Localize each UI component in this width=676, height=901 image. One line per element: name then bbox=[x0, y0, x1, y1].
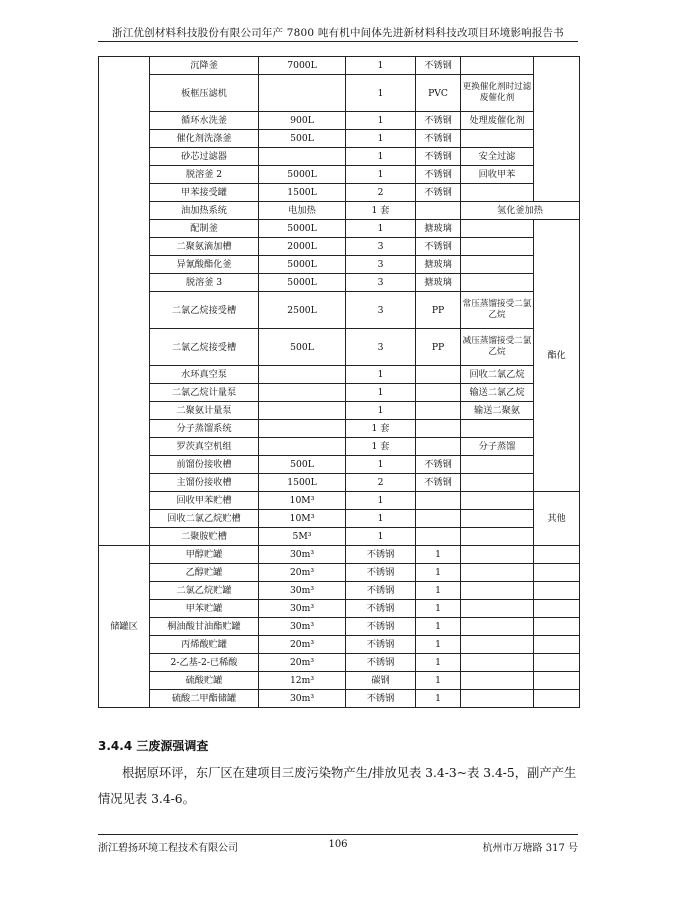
table-row bbox=[99, 510, 580, 528]
footer-rule bbox=[98, 834, 578, 835]
equipment-note bbox=[461, 456, 534, 474]
storage-empty bbox=[534, 636, 580, 654]
equipment-name: 沉降釜 bbox=[150, 57, 259, 75]
equipment-name: 罗茨真空机组 bbox=[150, 438, 259, 456]
equipment-qty: 1 bbox=[346, 510, 416, 528]
equipment-qty: 1 bbox=[346, 130, 416, 148]
equipment-qty: 1 bbox=[346, 57, 416, 75]
storage-material: 不锈钢 bbox=[346, 618, 416, 636]
equipment-name: 催化剂洗涤釜 bbox=[150, 130, 259, 148]
equipment-spec: 1500L bbox=[259, 184, 346, 202]
storage-empty bbox=[534, 546, 580, 564]
table-row bbox=[99, 654, 580, 672]
table-row bbox=[99, 384, 580, 402]
storage-spec: 20m³ bbox=[259, 636, 346, 654]
equipment-spec bbox=[259, 384, 346, 402]
equipment-spec: 5000L bbox=[259, 256, 346, 274]
storage-name: 2-乙基-2-已稀酸 bbox=[150, 654, 259, 672]
equipment-qty: 1 bbox=[346, 112, 416, 130]
equipment-qty: 3 bbox=[346, 256, 416, 274]
equipment-material bbox=[416, 384, 461, 402]
storage-material: 碳钢 bbox=[346, 672, 416, 690]
footer-address: 杭州市万塘路 317 号 bbox=[482, 843, 578, 854]
equipment-name: 脱溶釜 3 bbox=[150, 274, 259, 292]
equipment-material: 搪玻璃 bbox=[416, 220, 461, 238]
equipment-spec: 900L bbox=[259, 112, 346, 130]
storage-spec: 20m³ bbox=[259, 654, 346, 672]
equipment-material: 搪玻璃 bbox=[416, 274, 461, 292]
equipment-qty: 1 套 bbox=[346, 202, 416, 220]
storage-material: 不锈钢 bbox=[346, 690, 416, 708]
equipment-material bbox=[416, 492, 461, 510]
equipment-material bbox=[416, 202, 461, 220]
section-paragraph: 根据原环评，东厂区在建项目三废污染物产生/排放见表 3.4-3~表 3.4-5，副产产生情况见表 3.4-6。 bbox=[98, 766, 577, 806]
storage-qty: 1 bbox=[416, 546, 461, 564]
equipment-note: 处理废催化剂 bbox=[461, 112, 534, 130]
equipment-note: 回收甲苯 bbox=[461, 166, 534, 184]
equipment-qty: 1 套 bbox=[346, 420, 416, 438]
table-row bbox=[99, 600, 580, 618]
equipment-note bbox=[461, 238, 534, 256]
storage-name: 二氯乙烷贮罐 bbox=[150, 582, 259, 600]
table-row bbox=[99, 528, 580, 546]
storage-name: 丙烯酸贮罐 bbox=[150, 636, 259, 654]
equipment-qty: 1 bbox=[346, 402, 416, 420]
storage-empty bbox=[461, 672, 534, 690]
equipment-spec: 500L bbox=[259, 130, 346, 148]
storage-qty: 1 bbox=[416, 600, 461, 618]
equipment-name: 分子蒸馏系统 bbox=[150, 420, 259, 438]
table-row bbox=[99, 636, 580, 654]
storage-name: 乙醇贮罐 bbox=[150, 564, 259, 582]
equipment-name: 砂芯过滤器 bbox=[150, 148, 259, 166]
equipment-name: 回收二氯乙烷贮槽 bbox=[150, 510, 259, 528]
equipment-note bbox=[461, 420, 534, 438]
equipment-name: 脱溶釜 2 bbox=[150, 166, 259, 184]
equipment-material bbox=[416, 510, 461, 528]
table-row bbox=[99, 492, 580, 510]
equipment-table bbox=[98, 56, 580, 708]
storage-name: 硫酸二甲酯储罐 bbox=[150, 690, 259, 708]
equipment-note bbox=[461, 220, 534, 238]
table-row bbox=[99, 75, 580, 112]
equipment-spec bbox=[259, 438, 346, 456]
equipment-spec: 电加热 bbox=[259, 202, 346, 220]
equipment-name: 甲苯接受罐 bbox=[150, 184, 259, 202]
storage-name: 甲醇贮罐 bbox=[150, 546, 259, 564]
equipment-spec: 5000L bbox=[259, 166, 346, 184]
equipment-note bbox=[461, 256, 534, 274]
table-row bbox=[99, 672, 580, 690]
equipment-spec: 7000L bbox=[259, 57, 346, 75]
equipment-note: 常压蒸馏接受二氯乙烷 bbox=[461, 292, 534, 329]
equipment-material: PP bbox=[416, 329, 461, 366]
equipment-spec bbox=[259, 148, 346, 166]
storage-qty: 1 bbox=[416, 564, 461, 582]
equipment-name: 前馏份接收槽 bbox=[150, 456, 259, 474]
storage-empty bbox=[461, 564, 534, 582]
equipment-note bbox=[461, 130, 534, 148]
equipment-qty: 1 bbox=[346, 492, 416, 510]
table-row bbox=[99, 564, 580, 582]
storage-empty bbox=[534, 618, 580, 636]
table-row bbox=[99, 366, 580, 384]
equipment-qty: 3 bbox=[346, 329, 416, 366]
equipment-spec bbox=[259, 402, 346, 420]
storage-qty: 1 bbox=[416, 654, 461, 672]
table-row bbox=[99, 402, 580, 420]
equipment-note bbox=[461, 57, 534, 75]
footer-company: 浙江碧扬环境工程技术有限公司 bbox=[98, 843, 238, 854]
table-row bbox=[99, 292, 580, 329]
group-label-storage: 储罐区 bbox=[99, 546, 150, 708]
equipment-material: 不锈钢 bbox=[416, 456, 461, 474]
table-row bbox=[99, 474, 580, 492]
equipment-note: 安全过滤 bbox=[461, 148, 534, 166]
equipment-spec bbox=[259, 366, 346, 384]
equipment-name: 循环水洗釜 bbox=[150, 112, 259, 130]
storage-empty bbox=[534, 582, 580, 600]
table-row bbox=[99, 112, 580, 130]
equipment-qty: 1 bbox=[346, 384, 416, 402]
equipment-spec: 2500L bbox=[259, 292, 346, 329]
storage-qty: 1 bbox=[416, 672, 461, 690]
table-row bbox=[99, 184, 580, 202]
table-row bbox=[99, 256, 580, 274]
storage-material: 不锈钢 bbox=[346, 582, 416, 600]
equipment-spec: 500L bbox=[259, 456, 346, 474]
storage-empty bbox=[461, 600, 534, 618]
equipment-qty: 1 bbox=[346, 528, 416, 546]
equipment-spec: 1500L bbox=[259, 474, 346, 492]
equipment-spec: 5M³ bbox=[259, 528, 346, 546]
equipment-name: 板框压滤机 bbox=[150, 75, 259, 112]
storage-name: 甲苯贮罐 bbox=[150, 600, 259, 618]
equipment-name: 主馏份接收槽 bbox=[150, 474, 259, 492]
table-row bbox=[99, 220, 580, 238]
table-row bbox=[99, 456, 580, 474]
equipment-name: 二聚氨滴加槽 bbox=[150, 238, 259, 256]
storage-spec: 30m³ bbox=[259, 546, 346, 564]
equipment-note bbox=[461, 492, 534, 510]
equipment-name: 油加热系统 bbox=[150, 202, 259, 220]
table-row bbox=[99, 238, 580, 256]
equipment-qty: 3 bbox=[346, 238, 416, 256]
storage-material: 不锈钢 bbox=[346, 636, 416, 654]
table-row bbox=[99, 420, 580, 438]
storage-empty bbox=[461, 690, 534, 708]
equipment-material bbox=[416, 528, 461, 546]
equipment-spec: 10M³ bbox=[259, 492, 346, 510]
storage-spec: 12m³ bbox=[259, 672, 346, 690]
equipment-qty: 1 bbox=[346, 456, 416, 474]
table-row bbox=[99, 618, 580, 636]
table-row bbox=[99, 57, 580, 75]
equipment-qty: 2 bbox=[346, 474, 416, 492]
equipment-note: 更换催化剂时过滤废催化剂 bbox=[461, 75, 534, 112]
storage-empty bbox=[534, 564, 580, 582]
equipment-qty: 1 bbox=[346, 75, 416, 112]
equipment-name: 回收甲苯贮槽 bbox=[150, 492, 259, 510]
equipment-material bbox=[416, 366, 461, 384]
equipment-material: 不锈钢 bbox=[416, 166, 461, 184]
equipment-qty: 1 bbox=[346, 220, 416, 238]
storage-material: 不锈钢 bbox=[346, 546, 416, 564]
equipment-spec bbox=[259, 75, 346, 112]
table-row bbox=[99, 438, 580, 456]
equipment-material: 不锈钢 bbox=[416, 112, 461, 130]
equipment-material: 搪玻璃 bbox=[416, 256, 461, 274]
equipment-note: 输送二聚氨 bbox=[461, 402, 534, 420]
table-row bbox=[99, 202, 580, 220]
header-rule bbox=[98, 41, 578, 42]
storage-spec: 30m³ bbox=[259, 600, 346, 618]
equipment-name: 二氯乙烷接受槽 bbox=[150, 329, 259, 366]
table-row bbox=[99, 690, 580, 708]
equipment-note bbox=[461, 474, 534, 492]
equipment-name: 二聚胺贮槽 bbox=[150, 528, 259, 546]
equipment-material: 不锈钢 bbox=[416, 57, 461, 75]
table-row bbox=[99, 582, 580, 600]
table-row bbox=[99, 148, 580, 166]
equipment-note: 输送二氯乙烷 bbox=[461, 384, 534, 402]
table-row bbox=[99, 329, 580, 366]
equipment-material bbox=[416, 420, 461, 438]
storage-spec: 30m³ bbox=[259, 618, 346, 636]
section-title: 3.4.4 三废源强调查 bbox=[98, 739, 209, 753]
storage-empty bbox=[534, 600, 580, 618]
storage-name: 桐油酸甘油酯贮罐 bbox=[150, 618, 259, 636]
equipment-name: 二聚氨计量泵 bbox=[150, 402, 259, 420]
equipment-name: 二氯乙烷接受槽 bbox=[150, 292, 259, 329]
table-row bbox=[99, 130, 580, 148]
equipment-name: 水环真空泵 bbox=[150, 366, 259, 384]
equipment-name: 二氯乙烷计量泵 bbox=[150, 384, 259, 402]
equipment-spec: 10M³ bbox=[259, 510, 346, 528]
equipment-material: PP bbox=[416, 292, 461, 329]
equipment-material: 不锈钢 bbox=[416, 184, 461, 202]
equipment-note bbox=[461, 510, 534, 528]
group-label-acylation: 酯化 bbox=[534, 220, 580, 492]
header-title: 浙江优创材料科技股份有限公司年产 7800 吨有机中间体先进新材料科技改项目环境影响报告书 bbox=[112, 27, 564, 39]
equipment-note bbox=[461, 184, 534, 202]
equipment-name: 配制釜 bbox=[150, 220, 259, 238]
equipment-spec: 5000L bbox=[259, 274, 346, 292]
storage-name: 硫酸贮罐 bbox=[150, 672, 259, 690]
equipment-name: 异氰酸酯化釜 bbox=[150, 256, 259, 274]
equipment-qty: 1 bbox=[346, 148, 416, 166]
equipment-note bbox=[461, 274, 534, 292]
storage-empty bbox=[461, 654, 534, 672]
storage-empty bbox=[534, 672, 580, 690]
equipment-material: PVC bbox=[416, 75, 461, 112]
storage-qty: 1 bbox=[416, 618, 461, 636]
storage-spec: 30m³ bbox=[259, 582, 346, 600]
storage-empty bbox=[461, 636, 534, 654]
equipment-spec: 5000L bbox=[259, 220, 346, 238]
equipment-qty: 1 bbox=[346, 366, 416, 384]
equipment-material: 不锈钢 bbox=[416, 474, 461, 492]
equipment-material bbox=[416, 402, 461, 420]
equipment-material: 不锈钢 bbox=[416, 148, 461, 166]
storage-material: 不锈钢 bbox=[346, 654, 416, 672]
group-cell-top bbox=[534, 57, 580, 202]
storage-qty: 1 bbox=[416, 582, 461, 600]
group-cell-production bbox=[99, 57, 150, 546]
storage-qty: 1 bbox=[416, 636, 461, 654]
table-row bbox=[99, 274, 580, 292]
equipment-note: 回收二氯乙烷 bbox=[461, 366, 534, 384]
equipment-spec bbox=[259, 420, 346, 438]
group-label-other: 其他 bbox=[534, 492, 580, 546]
equipment-material: 不锈钢 bbox=[416, 130, 461, 148]
equipment-qty: 2 bbox=[346, 184, 416, 202]
storage-empty bbox=[461, 582, 534, 600]
equipment-material bbox=[416, 438, 461, 456]
storage-material: 不锈钢 bbox=[346, 600, 416, 618]
equipment-spec: 2000L bbox=[259, 238, 346, 256]
storage-empty bbox=[461, 546, 534, 564]
storage-spec: 30m³ bbox=[259, 690, 346, 708]
equipment-material: 不锈钢 bbox=[416, 238, 461, 256]
equipment-qty: 1 bbox=[346, 166, 416, 184]
table-row bbox=[99, 546, 580, 564]
storage-empty bbox=[534, 654, 580, 672]
equipment-note: 减压蒸馏接受二氯乙烷 bbox=[461, 329, 534, 366]
equipment-qty: 3 bbox=[346, 292, 416, 329]
table-row bbox=[99, 166, 580, 184]
storage-qty: 1 bbox=[416, 690, 461, 708]
storage-spec: 20m³ bbox=[259, 564, 346, 582]
equipment-note: 分子蒸馏 bbox=[461, 438, 534, 456]
equipment-note: 氢化釜加热 bbox=[461, 202, 580, 220]
equipment-qty: 3 bbox=[346, 274, 416, 292]
storage-empty bbox=[461, 618, 534, 636]
equipment-note bbox=[461, 528, 534, 546]
page-number: 106 bbox=[328, 839, 348, 850]
storage-material: 不锈钢 bbox=[346, 564, 416, 582]
equipment-spec: 500L bbox=[259, 329, 346, 366]
equipment-qty: 1 套 bbox=[346, 438, 416, 456]
storage-empty bbox=[534, 690, 580, 708]
